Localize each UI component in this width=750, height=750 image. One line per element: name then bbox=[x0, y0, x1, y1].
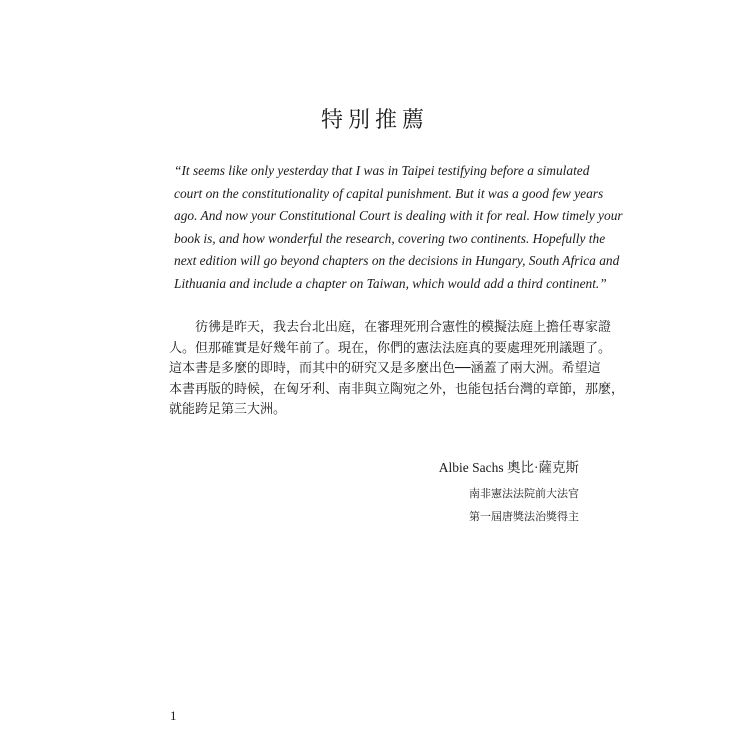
chinese-translation-line: 這本書是多麼的即時，而其中的研究又是多麼出色──涵蓋了兩大洲。希望這 bbox=[169, 361, 601, 376]
page-title: 特別推薦 bbox=[320, 108, 429, 133]
signature-role-tang-prize: 第一屆唐獎法治獎得主 bbox=[469, 510, 579, 523]
english-quote bbox=[174, 160, 623, 296]
english-quote-line: “It seems like only yesterday that I was in Taipei testifying before a simulated bbox=[174, 163, 590, 178]
english-quote-line: Lithuania and include a chapter on Taiwan, which would add a third continent.” bbox=[174, 275, 607, 291]
english-quote-line: ago. And now your Constitutional Court is dealing with it for real. How timely your bbox=[174, 208, 623, 224]
chinese-translation-line: 就能跨足第三大洲。 bbox=[169, 402, 287, 417]
chinese-translation-line: 人。但那確實是好幾年前了。現在，你們的憲法法庭真的要處理死刑議題了。 bbox=[169, 340, 612, 356]
signature-name: Albie Sachs 奧比·薩克斯 bbox=[438, 460, 579, 475]
page-number: 1 bbox=[170, 708, 177, 723]
english-quote-line: court on the constitutionality of capital punishment. But it was a good few years bbox=[174, 185, 604, 201]
english-quote-line: next edition will go beyond chapters on the decisions in Hungary, South Africa and bbox=[174, 253, 620, 269]
chinese-translation bbox=[169, 318, 625, 421]
signature-role-former-justice: 南非憲法法院前大法官 bbox=[469, 487, 579, 500]
english-quote-line: book is, and how wonderful the research, covering two continents. Hopefully the bbox=[174, 230, 606, 246]
chinese-translation-line: 彷彿是昨天，我去台北出庭，在審理死刑合憲性的模擬法庭上擔任專家證 bbox=[169, 320, 612, 335]
chinese-translation-line: 本書再版的時候，在匈牙利、南非與立陶宛之外，也能包括台灣的章節，那麼， bbox=[169, 381, 625, 397]
